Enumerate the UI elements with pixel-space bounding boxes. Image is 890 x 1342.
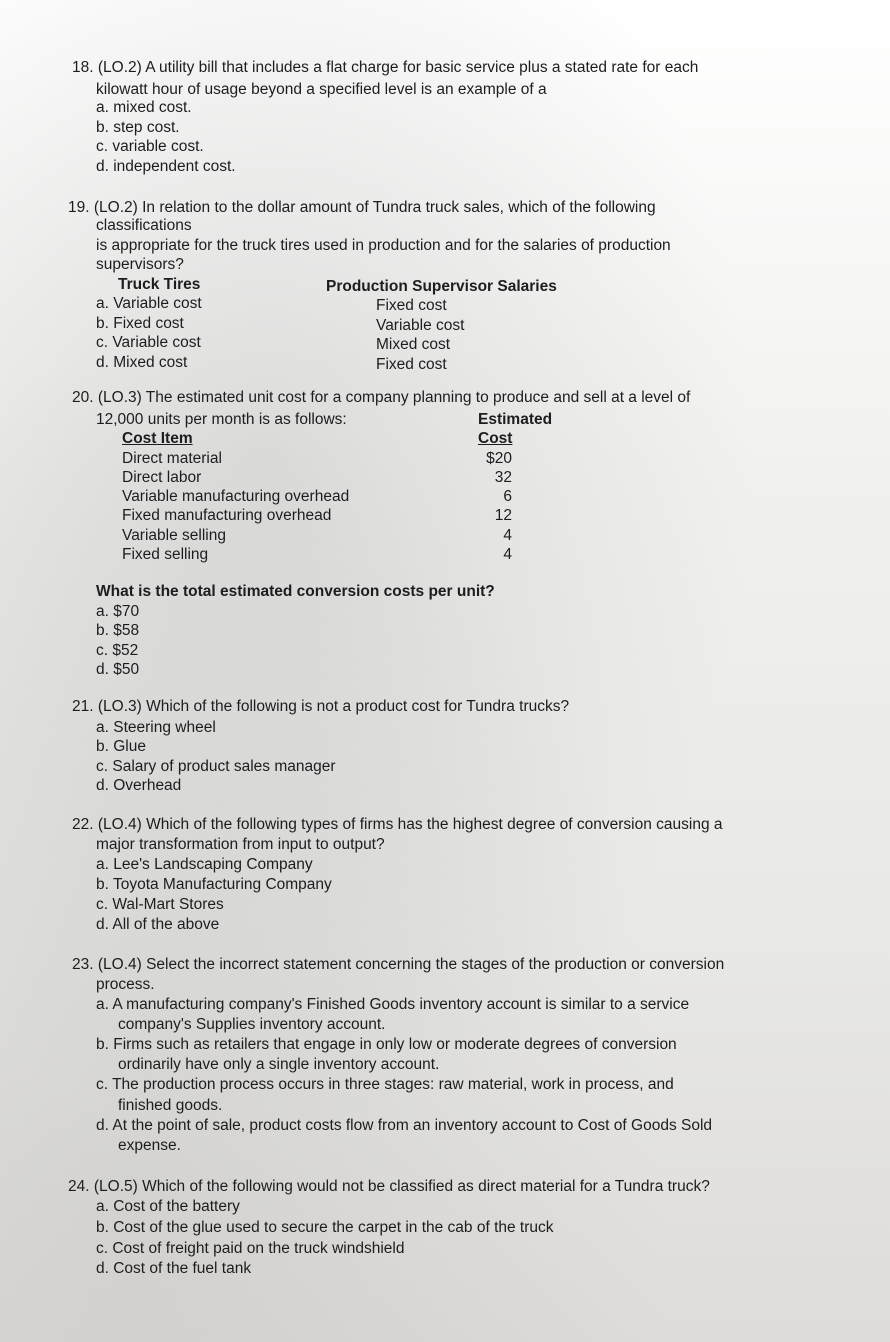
q24-option-a: a. Cost of the battery [96, 1198, 240, 1215]
q19-stem-line-3: is appropriate for the truck tires used in production and for the salaries of production [96, 237, 671, 254]
q20-stem-line-1: 20. (LO.3) The estimated unit cost for a company planning to produce and sell at a level of [72, 389, 691, 406]
q22-option-a: a. Lee's Landscaping Company [96, 856, 313, 873]
q20-cost-header: Cost [478, 430, 513, 447]
q20-item-direct-labor: Direct labor [122, 469, 202, 486]
q18-option-a: a. mixed cost. [96, 99, 192, 116]
q21-option-a: a. Steering wheel [96, 719, 216, 736]
q21-stem-line-1: 21. (LO.3) Which of the following is not a product cost for Tundra trucks? [72, 698, 570, 715]
q23-option-c-line-1: c. The production process occurs in three stages: raw material, work in process, and [96, 1076, 674, 1093]
q23-option-b-line-2: ordinarily have only a single inventory account. [118, 1056, 440, 1073]
q23-option-b-line-1: b. Firms such as retailers that engage in only low or moderate degrees of conversion [96, 1036, 677, 1053]
q19-option-a-salaries: Fixed cost [376, 297, 447, 314]
q20-cost-fixed-mfg-overhead: 12 [494, 507, 512, 524]
q19-col-header-truck-tires: Truck Tires [118, 276, 201, 293]
q22-option-b: b. Toyota Manufacturing Company [96, 876, 332, 893]
q20-item-variable-mfg-overhead: Variable manufacturing overhead [122, 488, 350, 505]
q20-cost-item-header: Cost Item [122, 430, 193, 447]
q24-option-d: d. Cost of the fuel tank [96, 1260, 252, 1277]
q23-option-c-line-2: finished goods. [118, 1097, 223, 1114]
q22-option-d: d. All of the above [96, 916, 220, 933]
q20-cost-fixed-selling: 4 [503, 546, 512, 563]
q20-option-d: d. $50 [96, 661, 140, 678]
q20-cost-variable-selling: 4 [503, 527, 512, 544]
q19-option-d-salaries: Fixed cost [376, 356, 447, 373]
q21-option-c: c. Salary of product sales manager [96, 758, 336, 775]
q23-stem-line-1: 23. (LO.4) Select the incorrect statement concerning the stages of the production or conversion [72, 956, 725, 973]
q19-option-b-tires: b. Fixed cost [96, 315, 184, 332]
q24-stem-line-1: 24. (LO.5) Which of the following would not be classified as direct material for a Tundra truck? [68, 1178, 710, 1195]
q19-stem-line-4: supervisors? [96, 256, 184, 273]
q20-item-fixed-mfg-overhead: Fixed manufacturing overhead [122, 507, 332, 524]
q22-option-c: c. Wal-Mart Stores [96, 896, 224, 913]
q19-option-c-tires: c. Variable cost [96, 334, 201, 351]
q19-option-a-tires: a. Variable cost [96, 295, 202, 312]
q23-option-d-line-2: expense. [118, 1137, 181, 1154]
q20-option-c: c. $52 [96, 642, 139, 659]
q19-option-b-salaries: Variable cost [376, 317, 465, 334]
q19-option-d-tires: d. Mixed cost [96, 354, 188, 371]
q19-col-header-supervisor-salaries: Production Supervisor Salaries [326, 278, 557, 295]
q18-option-b: b. step cost. [96, 119, 180, 136]
q20-stem-line-2: 12,000 units per month is as follows: [96, 411, 347, 428]
q20-cost-direct-material: $20 [486, 450, 512, 467]
q20-cost-variable-mfg-overhead: 6 [503, 488, 512, 505]
q20-item-fixed-selling: Fixed selling [122, 546, 209, 563]
q20-item-direct-material: Direct material [122, 450, 222, 467]
q23-option-d-line-1: d. At the point of sale, product costs flow from an inventory account to Cost of Goods Sold [96, 1117, 713, 1134]
q20-question: What is the total estimated conversion costs per unit? [96, 583, 495, 600]
q23-option-a-line-1: a. A manufacturing company's Finished Goods inventory account is similar to a service [96, 996, 690, 1013]
q22-stem-line-1: 22. (LO.4) Which of the following types of firms has the highest degree of conversion causing a [72, 816, 723, 833]
q23-stem-line-2: process. [96, 976, 155, 993]
q20-estimated-header: Estimated [478, 411, 553, 428]
q23-option-a-line-2: company's Supplies inventory account. [118, 1016, 386, 1033]
q20-item-variable-selling: Variable selling [122, 527, 226, 544]
q22-stem-line-2: major transformation from input to output? [96, 836, 385, 853]
q18-stem-line-1: 18. (LO.2) A utility bill that includes a flat charge for basic service plus a stated rate for each [72, 59, 699, 76]
q20-cost-direct-labor: 32 [494, 469, 512, 486]
q18-option-d: d. independent cost. [96, 158, 236, 175]
q24-option-c: c. Cost of freight paid on the truck windshield [96, 1240, 405, 1257]
q20-option-a: a. $70 [96, 603, 140, 620]
q21-option-b: b. Glue [96, 738, 146, 755]
q24-option-b: b. Cost of the glue used to secure the carpet in the cab of the truck [96, 1219, 554, 1236]
q19-stem-line-2: classifications [96, 217, 192, 234]
q18-stem-line-2: kilowatt hour of usage beyond a specified level is an example of a [96, 81, 547, 98]
q19-stem-line-1: 19. (LO.2) In relation to the dollar amount of Tundra truck sales, which of the following [68, 199, 656, 216]
q21-option-d: d. Overhead [96, 777, 182, 794]
q18-option-c: c. variable cost. [96, 138, 204, 155]
q19-option-c-salaries: Mixed cost [376, 336, 451, 353]
q20-option-b: b. $58 [96, 622, 140, 639]
